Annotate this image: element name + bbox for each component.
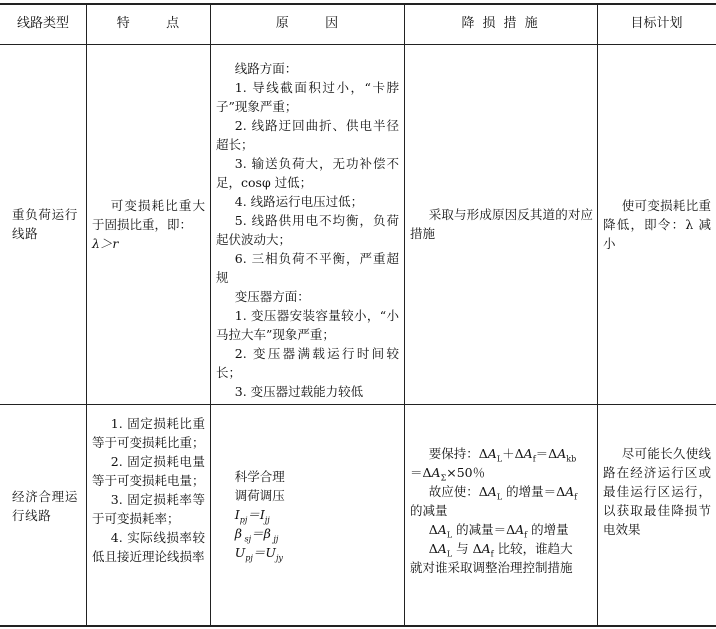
row1-target (603, 196, 711, 253)
row1-reason-item: 3. 输送负荷大，无功补偿不足，cosφ 过低； (216, 156, 399, 190)
row2-feature-item: 4. 实际线损率较低且接近理论线损率 (92, 530, 205, 564)
row2-feature-item: 3. 固定损耗率等于可变损耗率； (92, 492, 205, 526)
row2-feature (92, 414, 205, 566)
row2-formula-beta-text: β $_{sj}$＝β $_{jj}$ (234, 526, 279, 544)
column-divider-2 (210, 4, 211, 626)
header-reason: 原 因 (275, 16, 350, 31)
table-top-border (0, 3, 716, 5)
row1-measure-text: 采取与形成原因反其道的对应措施 (410, 207, 593, 241)
row1-line-title: 线路方面： (234, 61, 298, 76)
row1-feature (92, 196, 205, 253)
row2-measure (410, 444, 593, 577)
row2-measure-line: 的减量 (410, 503, 448, 518)
row2-measure-line: $\Delta A_L$ 与 $\Delta A_f$ 比较，谁趋大 (428, 541, 573, 559)
header-target: 目标计划 (630, 16, 683, 31)
header-feature: 特 点 (116, 16, 191, 31)
row2-measure-line: 就对谁采取调整治理控制措施 (410, 560, 573, 575)
header-measure: 降 损 措 施 (461, 16, 540, 31)
row2-feature-item: 1. 固定损耗比重等于可变损耗比重； (92, 416, 205, 450)
row1-tx-item: 3. 变压器过载能力较低 (234, 384, 364, 399)
row1-feature-text: 可变损耗比重大于固损比重，即： (92, 198, 205, 232)
row2-target (603, 444, 711, 539)
row2-line-type (12, 487, 78, 525)
row2-formula-voltage-text: $U_{pj}=U_{jy}$ (234, 545, 283, 563)
column-divider-1 (86, 4, 87, 626)
row1-type-text: 重负荷运行线路 (12, 207, 78, 241)
header-line-type: 线路类型 (16, 16, 69, 31)
row2-measure-line: $=\Delta A_\Sigma\times 50$％ (410, 465, 486, 483)
row1-feature-formula: λ＞r (92, 236, 119, 251)
table-bottom-border (0, 625, 716, 627)
row1-target-text: 使可变损耗比重降低，即令：λ 减小 (603, 198, 711, 251)
row2-formula-beta (216, 524, 399, 543)
row2-measure-line: 要保持：$\Delta A_L+\Delta A_f=\Delta A_{kb}$ (428, 446, 577, 464)
column-divider-4 (597, 4, 598, 626)
row1-tx-title: 变压器方面： (234, 289, 310, 304)
row2-reasons (216, 467, 399, 562)
row2-formula-current-text: $I_{pj}=I_{jj}$ (234, 507, 270, 525)
row1-reason-item: 4. 线路运行电压过低； (234, 194, 364, 209)
column-divider-3 (404, 4, 405, 626)
row-divider (0, 404, 716, 405)
row2-formula-current (216, 505, 399, 524)
row2-reason-line1: 科学合理 (234, 469, 285, 484)
row2-measure-line: 故应使：$\Delta A_L$ 的增量$=\Delta A_f$ (428, 484, 578, 502)
row2-measure-line: $\Delta A_L$ 的减量$=\Delta A_f$ 的增量 (428, 522, 569, 540)
row1-reason-item: 5. 线路供用电不均衡，负荷起伏波动大； (216, 213, 399, 247)
row1-reasons (216, 59, 399, 401)
row1-reason-item: 2. 线路迂回曲折、供电半径超长； (216, 118, 399, 152)
row1-reason-item: 1. 导线截面积过小，“卡脖子”现象严重； (216, 80, 399, 114)
row1-reason-item: 6. 三相负荷不平衡，严重超规 (216, 251, 399, 285)
row1-line-type (12, 205, 78, 243)
row2-formula-voltage (216, 543, 399, 562)
row1-tx-item: 2. 变压器满载运行时间较长； (216, 346, 399, 380)
row1-measure (410, 205, 593, 243)
row1-tx-item: 1. 变压器安装容量较小，“小马拉大车”现象严重； (216, 308, 399, 342)
row2-target-text: 尽可能长久使线路在经济运行区或最佳运行区运行，以获取最佳降损节电效果 (603, 446, 711, 537)
row2-feature-item: 2. 固定损耗电量等于可变损耗电量； (92, 454, 205, 488)
row2-type-text: 经济合理运行线路 (12, 489, 78, 523)
header-divider (0, 44, 716, 45)
row2-reason-line2: 调荷调压 (234, 488, 285, 503)
